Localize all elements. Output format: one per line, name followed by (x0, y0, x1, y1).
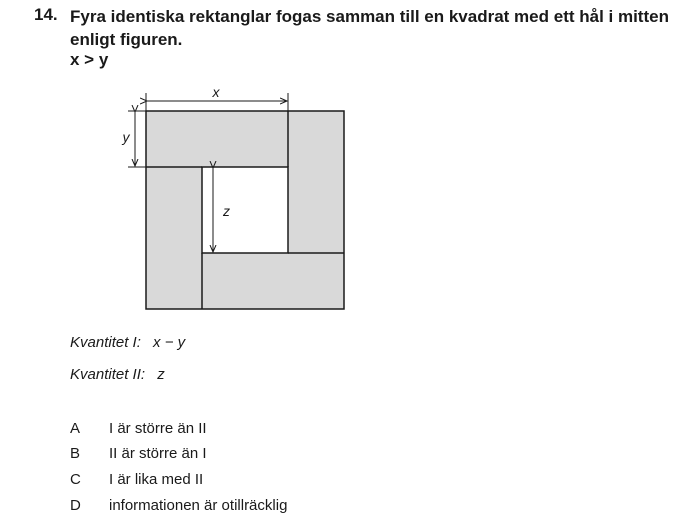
option-b[interactable] (70, 445, 207, 462)
question-condition: x > y (70, 50, 109, 69)
option-a-letter: A (70, 420, 81, 437)
quantity-1 (70, 334, 185, 351)
x-label: x (212, 84, 220, 100)
option-b-letter: B (70, 445, 81, 462)
option-c-letter: C (70, 471, 81, 488)
option-a[interactable] (70, 420, 207, 437)
quantity-2-value: z (157, 366, 165, 383)
option-d-text: informationen är otillräcklig (109, 497, 288, 514)
option-d[interactable] (70, 497, 287, 514)
quantity-2 (70, 366, 165, 383)
quantity-2-label: Kvantitet II: (70, 366, 146, 383)
y-label: y (122, 129, 130, 145)
quantity-1-value: x − y (153, 334, 186, 351)
z-label: z (223, 203, 230, 219)
option-a-text: I är större än II (109, 420, 207, 437)
option-d-letter: D (70, 497, 81, 514)
center-hole (202, 167, 288, 253)
quantity-1-label: Kvantitet I: (70, 334, 141, 351)
question-number: 14. (34, 5, 58, 24)
option-b-text: II är större än I (109, 445, 207, 462)
option-c[interactable] (70, 471, 203, 488)
option-c-text: I är lika med II (109, 471, 204, 488)
question-text: Fyra identiska rektanglar fogas samman till en kvadrat med ett hål i mitten enligt figuren. (70, 7, 669, 49)
